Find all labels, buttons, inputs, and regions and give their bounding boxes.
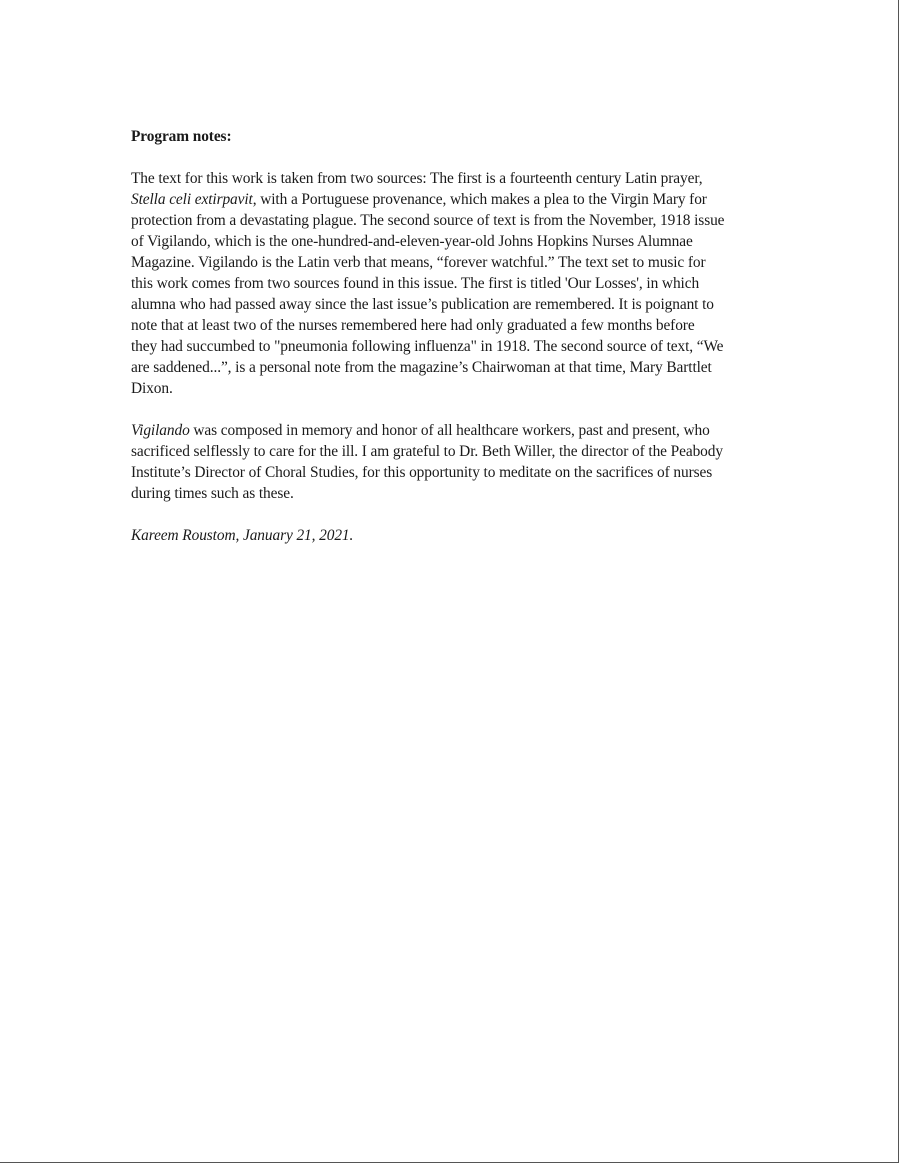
text-line: Institute’s Director of Choral Studies, for this opportunity to meditate on the sacrifices of nurses bbox=[131, 464, 713, 481]
text-line: note that at least two of the nurses remembered here had only graduated a few months before bbox=[131, 317, 695, 334]
text-line: alumna who had passed away since the last issue’s publication are remembered. It is poignant to bbox=[131, 296, 714, 313]
text-line: of Vigilando, which is the one-hundred-and-eleven-year-old Johns Hopkins Nurses Alumnae bbox=[131, 233, 693, 250]
text-line: Dixon. bbox=[131, 380, 173, 397]
text-line: The text for this work is taken from two sources: The first is a fourteenth century Latin prayer, bbox=[131, 170, 703, 187]
page-title: Program notes: bbox=[131, 128, 232, 145]
text-line: sacrificed selflessly to care for the ill. I am grateful to Dr. Beth Willer, the director of the Peabody bbox=[131, 443, 723, 460]
prayer-title: Stella celi extirpavit bbox=[131, 191, 253, 208]
text-line bbox=[131, 420, 771, 441]
text-fragment: was composed in memory and honor of all healthcare workers, past and present, who bbox=[189, 422, 710, 439]
program-notes bbox=[131, 126, 771, 546]
text-line: during times such as these. bbox=[131, 485, 294, 502]
text-fragment: , with a Portuguese provenance, which makes a plea to the Virgin Mary for bbox=[252, 191, 707, 208]
paragraph-dedication bbox=[131, 420, 771, 504]
signature: Kareem Roustom, January 21, 2021. bbox=[131, 527, 354, 544]
text-line: protection from a devastating plague. The second source of text is from the November, 1918 issue bbox=[131, 212, 725, 229]
text-line: this work comes from two sources found in this issue. The first is titled 'Our Losses', in which bbox=[131, 275, 700, 292]
text-line: they had succumbed to "pneumonia following influenza" in 1918. The second source of text, “We bbox=[131, 338, 724, 355]
text-line: are saddened...”, is a personal note from the magazine’s Chairwoman at that time, Mary Barttlet bbox=[131, 359, 712, 376]
text-line bbox=[131, 189, 771, 210]
work-title: Vigilando bbox=[131, 422, 190, 439]
text-line: Magazine. Vigilando is the Latin verb that means, “forever watchful.” The text set to music for bbox=[131, 254, 706, 271]
paragraph-sources bbox=[131, 168, 771, 399]
